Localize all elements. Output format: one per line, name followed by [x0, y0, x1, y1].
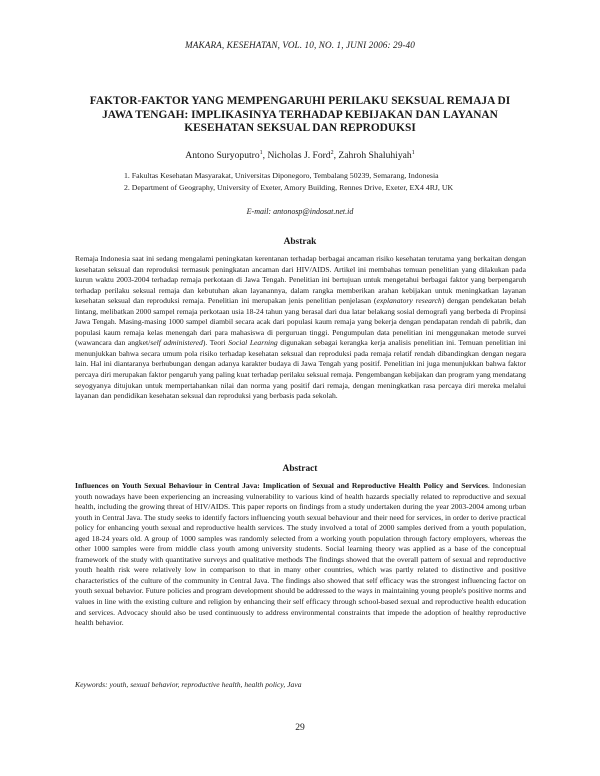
author-name: Antono Suryoputro [185, 150, 260, 162]
abstrak-body [75, 254, 526, 402]
affiliation-1: 1. Fakultas Kesehatan Masyarakat, Universitas Diponegoro, Tembalang 50239, Semarang, Indonesia [124, 171, 439, 180]
abstrak-text: Remaja Indonesia saat ini sedang mengalami peningkatan kerentanan terhadap berbagai ancaman risiko kesehatan terutama yang berkaitan dengan kesehatan seksual dan reproduksi termasuk peningkatan ancaman dari HIV/AIDS. Artikel ini membahas temuan penelitian yang dilakukan pada kurun waktu 2003-2004 terhadap remaja perkotaan di Jawa Tengah. Penelitian ini bertujuan untuk mengetahui berbagai faktor yang berpengaruh terhadap perilaku seksual remaja dan kebutuhan akan layanannya, dalam rangka memberikan arahan kebijakan untuk meningkatkan layanan kesehatan seksual dan reproduksi remaja. Penelitian ini merupakan jenis penelitian penjelasan ( [75, 254, 526, 306]
abstrak-text: digunakan sebagai kerangka kerja analisis penelitian ini. Temuan penelitian ini menunjukkan bahwa secara umum pola risiko terhadap kesehatan seksual dan reproduksi pada remaja relatif rendah dibandingkan dengan negara lain. Hal ini diantaranya berhubungan dengan adanya karakter budaya di Jawa Tengah yang positif. Penelitian ini juga menunjukkan bahwa faktor percaya diri merupakan faktor pengaruh yang paling kuat terhadap perilaku seksual remaja. Pengembangan kebijakan dan program yang mendatang seyogyanya ditujukan untuk mempertahankan nilai dan norma yang positif dari remaja, dengan meningkatkan rasa percaya diri mereka melalui layanan dan pendidikan kesehatan seksual dan reproduksi yang berbasis pada sekolah. [75, 338, 526, 401]
abstrak-italic: self administered [150, 338, 203, 348]
keywords: Keywords: youth, sexual behavior, reproductive health, health policy, Java [75, 680, 302, 689]
abstract-body [75, 481, 526, 629]
author-line: Antono Suryoputro$^1$, Nicholas J. Ford$^2$, Zahroh Shaluhiyah$^1$ [185, 150, 415, 162]
abstrak-italic: Social Learning [228, 338, 278, 348]
abstrak-text: ). Teori [202, 338, 229, 348]
abstrak-text: ) dengan pendekatan belah lintang, melibatkan 2000 sampel remaja perkotaan usia 18-24 tahun yang berasal dari dua latar belakang sosial demografi yang berbeda di Propinsi Jawa Tengah. Masing-masing 1000 sampel diambil secara acak dari populasi kaum remaja yang bekerja dengan pendapatan rendah di pabrik, dan populasi kaum remaja kelas menengah dari para mahasiswa di perguruan tinggi. Pengumpulan data penelitian ini menggunakan metode survei (wawancara dan angket/ [75, 296, 526, 348]
author-affil-mark: 2 [330, 150, 334, 156]
affiliation-2: 2. Department of Geography, University of Exeter, Amory Building, Rennes Drive, Exeter, EX4 4RJ, UK [124, 183, 454, 193]
page-number: 29 [295, 722, 305, 733]
author-name: Zahroh Shaluhiyah [338, 150, 412, 162]
author-name: Nicholas J. Ford [267, 150, 331, 162]
paper-title: FAKTOR-FAKTOR YANG MEMPENGARUHI PERILAKU SEKSUAL REMAJA DI JAWA TENGAH: IMPLIKASINYA TERHADAP KEBIJAKAN DAN LAYANAN KESEHATAN SEKSUAL DAN REPRODUKSI [89, 95, 511, 135]
abstrak-italic: explanatory research [376, 296, 442, 306]
affiliations [124, 170, 564, 194]
author-affil-mark: 1 [259, 150, 263, 156]
abstract-heading: Abstract [282, 464, 318, 474]
abstrak-heading: Abstrak [283, 237, 317, 247]
journal-header: MAKARA, KESEHATAN, VOL. 10, NO. 1, JUNI 2006: 29-40 [185, 40, 415, 50]
contact-email: E-mail: antonosp@indosat.net.id [246, 207, 354, 216]
abstract-text: . Indonesian youth nowadays have been experiencing an increasing vulnerability to various kind of health hazards specially related to reproductive and sexual health, including the growing threat of HIV/AIDS. This paper reports on findings from a study undertaken during the year 2003-2004 among urban youth in Central Java. The study seeks to identify factors influencing youth sexual behaviour and their need for services, in order to derive practical policy for enhancing youth sexual and reproductive health services. The study involved a total of 2000 samples derived from a youth population, aged 18-24 years old. A group of 1000 samples was randomly selected from a working youth population through factory employers, whereas the other 1000 samples were from middle class youth among university students. Social learning theory was applied as a base of the conceptual framework of the study with quantitative surveys and qualitative methods The findings showed that the overall pattern of sexual and reproductive youth health risk were relatively low in comparison to that in many other countries, which was partly related to distinctive and positive characteristics of the culture of the community in Central Java. The findings also showed that self efficacy was the strongest influencing factor on youth sexual behavior. Future policies and program development should be addressed to the ways in maintaining young people's positive norms and values in line with the existing culture and religion by enhancing their self efficacy through school-based sexual and reproductive health education and services. Advocacy should also be used continuously to address environmental constraints that impede the adoption of healthy reproductive health behavior. [75, 481, 526, 628]
author-affil-mark: 1 [411, 150, 415, 156]
abstract-title: Influences on Youth Sexual Behaviour in Central Java: Implication of Sexual and Reproductive Health Policy and Services [75, 481, 488, 490]
